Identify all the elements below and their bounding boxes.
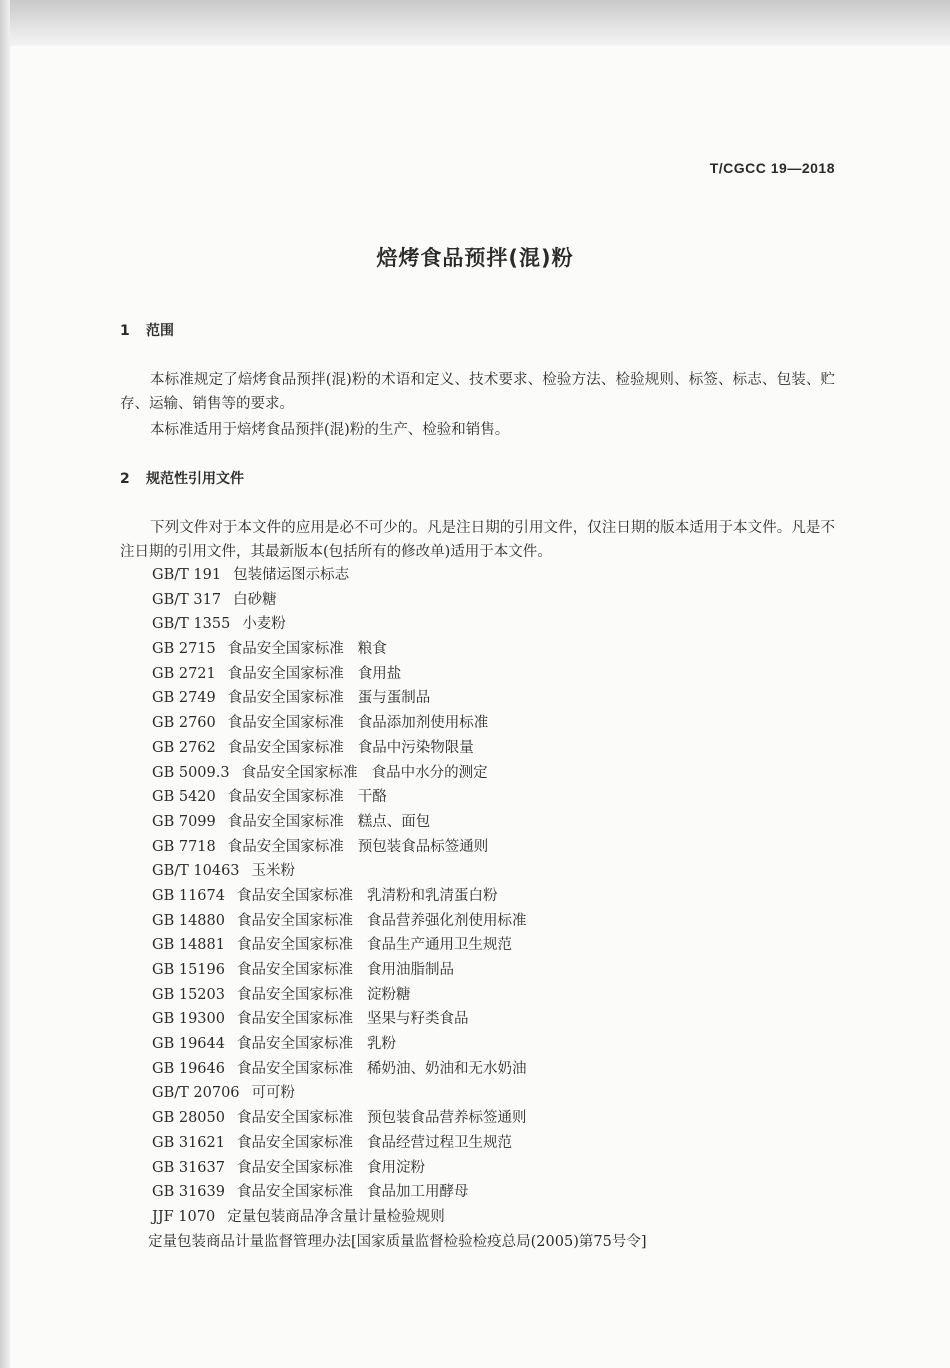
reference-source: 食品安全国家标准 bbox=[236, 1110, 353, 1127]
reference-item bbox=[152, 686, 526, 711]
reference-code: GB/T 20706 bbox=[152, 1085, 240, 1102]
section-title: 规范性引用文件 bbox=[146, 471, 244, 487]
reference-title: 食用油脂制品 bbox=[366, 962, 454, 978]
reference-title: 蛋与蛋制品 bbox=[357, 690, 431, 707]
reference-item bbox=[152, 785, 526, 810]
reference-code: JJF 1070 bbox=[152, 1208, 216, 1225]
reference-item bbox=[152, 761, 526, 786]
reference-code: GB/T 1355 bbox=[152, 616, 231, 633]
reference-code: GB 2762 bbox=[152, 739, 216, 756]
section-heading-scope bbox=[120, 320, 174, 340]
reference-code: GB 2721 bbox=[152, 665, 216, 682]
reference-source: 食品安全国家标准 bbox=[227, 838, 344, 855]
reference-source: 食品安全国家标准 bbox=[227, 813, 344, 830]
reference-item bbox=[152, 1131, 526, 1156]
reference-item bbox=[152, 1057, 526, 1082]
scan-edge-top bbox=[0, 0, 950, 46]
reference-title: 坚果与籽类食品 bbox=[366, 1011, 469, 1028]
reference-title: 淀粉糖 bbox=[366, 986, 411, 1003]
reference-code: GB 31639 bbox=[152, 1184, 225, 1201]
reference-code: GB 31637 bbox=[152, 1159, 225, 1176]
reference-code: GB 15203 bbox=[152, 986, 225, 1003]
reference-code: GB 2715 bbox=[152, 641, 216, 658]
reference-item bbox=[152, 1180, 526, 1205]
reference-title: 食用盐 bbox=[357, 665, 402, 682]
reference-title: 预包装食品标签通则 bbox=[357, 838, 489, 855]
document-title: 焙烤食品预拌(混)粉 bbox=[376, 246, 574, 270]
reference-code: GB 5420 bbox=[152, 789, 216, 806]
document-code: T/CGCC 19—2018 bbox=[709, 160, 835, 176]
reference-code: GB 14881 bbox=[152, 937, 225, 954]
reference-source: 食品安全国家标准 bbox=[236, 887, 353, 904]
reference-title: 小麦粉 bbox=[242, 616, 286, 633]
reference-item bbox=[152, 1106, 526, 1131]
reference-title: 食品经营过程卫生规范 bbox=[366, 1134, 512, 1151]
reference-source: 食品安全国家标准 bbox=[236, 962, 353, 978]
scope-paragraph-2: 本标准适用于焙烤食品预拌(混)粉的生产、检验和销售。 bbox=[150, 422, 510, 438]
reference-code: GB 19300 bbox=[152, 1011, 225, 1028]
reference-title: 食品中污染物限量 bbox=[357, 739, 474, 756]
reference-code: GB 5009.3 bbox=[152, 764, 230, 781]
reference-code: GB 19646 bbox=[152, 1060, 225, 1077]
reference-item bbox=[152, 835, 526, 860]
reference-regulation: 定量包装商品计量监督管理办法[国家质量监督检验检疫总局(2005)第75号令] bbox=[148, 1234, 647, 1250]
reference-source: 食品安全国家标准 bbox=[227, 665, 344, 682]
reference-title: 白砂糖 bbox=[233, 591, 277, 608]
reference-title: 玉米粉 bbox=[251, 863, 296, 880]
reference-title: 可可粉 bbox=[251, 1085, 296, 1102]
scan-edge-left bbox=[0, 0, 10, 1368]
reference-source: 食品安全国家标准 bbox=[236, 1134, 353, 1151]
reference-code: GB 7099 bbox=[152, 813, 216, 830]
reference-title: 食用淀粉 bbox=[366, 1159, 425, 1176]
reference-code: GB 7718 bbox=[152, 838, 216, 855]
reference-source: 食品安全国家标准 bbox=[236, 1060, 353, 1077]
reference-item bbox=[152, 1081, 526, 1106]
section-number: 2 bbox=[120, 471, 130, 487]
reference-title: 稀奶油、奶油和无水奶油 bbox=[366, 1060, 527, 1077]
reference-code: GB 15196 bbox=[152, 962, 225, 978]
reference-title: 包装储运图示标志 bbox=[233, 567, 350, 583]
reference-code: GB 28050 bbox=[152, 1110, 225, 1127]
reference-title: 粮食 bbox=[357, 641, 387, 658]
reference-item bbox=[152, 859, 526, 884]
reference-item bbox=[152, 933, 526, 958]
reference-source: 食品安全国家标准 bbox=[236, 986, 353, 1003]
reference-source: 食品安全国家标准 bbox=[227, 739, 344, 756]
reference-item bbox=[152, 1156, 526, 1181]
reference-code: GB/T 191 bbox=[152, 567, 222, 583]
reference-code: GB/T 317 bbox=[152, 591, 222, 608]
reference-item bbox=[152, 612, 526, 637]
reference-source: 食品安全国家标准 bbox=[227, 690, 344, 707]
reference-code: GB 31621 bbox=[152, 1134, 225, 1151]
reference-title: 食品生产通用卫生规范 bbox=[366, 937, 512, 954]
reference-item bbox=[152, 1205, 526, 1230]
section-title: 范围 bbox=[146, 323, 174, 339]
reference-source: 食品安全国家标准 bbox=[241, 764, 358, 781]
reference-code: GB 19644 bbox=[152, 1036, 225, 1053]
reference-title: 食品加工用酵母 bbox=[366, 1184, 469, 1201]
reference-item bbox=[152, 711, 526, 736]
reference-source: 食品安全国家标准 bbox=[236, 1011, 353, 1028]
reference-source: 食品安全国家标准 bbox=[236, 912, 353, 929]
reference-item bbox=[152, 637, 526, 662]
reference-code: GB 14880 bbox=[152, 912, 225, 929]
reference-source: 食品安全国家标准 bbox=[227, 789, 344, 806]
reference-item bbox=[152, 1007, 526, 1032]
reference-source: 食品安全国家标准 bbox=[236, 1159, 353, 1176]
reference-item bbox=[152, 588, 526, 613]
reference-code: GB 11674 bbox=[152, 887, 225, 904]
reference-source: 食品安全国家标准 bbox=[227, 715, 344, 732]
reference-source: 食品安全国家标准 bbox=[236, 937, 353, 954]
reference-item bbox=[152, 563, 526, 588]
reference-source: 食品安全国家标准 bbox=[227, 641, 344, 658]
reference-item bbox=[152, 983, 526, 1008]
reference-title: 食品添加剂使用标准 bbox=[357, 715, 489, 732]
reference-title: 食品营养强化剂使用标准 bbox=[366, 912, 527, 929]
reference-title: 乳粉 bbox=[366, 1036, 396, 1053]
reference-source: 食品安全国家标准 bbox=[236, 1036, 353, 1053]
reference-code: GB/T 10463 bbox=[152, 863, 240, 880]
section-heading-normative-references bbox=[120, 468, 244, 488]
reference-title: 定量包装商品净含量计量检验规则 bbox=[227, 1208, 445, 1225]
reference-title: 干酪 bbox=[357, 789, 387, 806]
scope-paragraph-1: 本标准规定了焙烤食品预拌(混)粉的术语和定义、技术要求、检验方法、检验规则、标签、标志、包装、贮存、运输、销售等的要求。 bbox=[120, 372, 835, 412]
reference-item bbox=[152, 884, 526, 909]
reference-source: 食品安全国家标准 bbox=[236, 1184, 353, 1201]
reference-code: GB 2760 bbox=[152, 715, 216, 732]
reference-title: 糕点、面包 bbox=[357, 813, 431, 830]
reference-item bbox=[152, 810, 526, 835]
reference-title: 食品中水分的测定 bbox=[371, 764, 488, 781]
reference-code: GB 2749 bbox=[152, 690, 216, 707]
reference-title: 乳清粉和乳清蛋白粉 bbox=[366, 887, 498, 904]
section-number: 1 bbox=[120, 323, 130, 339]
reference-item bbox=[152, 958, 526, 983]
reference-list bbox=[152, 563, 526, 1230]
reference-item bbox=[152, 1032, 526, 1057]
reference-item bbox=[152, 662, 526, 687]
references-intro-paragraph: 下列文件对于本文件的应用是必不可少的。凡是注日期的引用文件，仅注日期的版本适用于本文件。凡是不注日期的引用文件，其最新版本(包括所有的修改单)适用于本文件。 bbox=[120, 520, 835, 560]
reference-title: 预包装食品营养标签通则 bbox=[366, 1110, 527, 1127]
reference-item bbox=[152, 909, 526, 934]
reference-item bbox=[152, 736, 526, 761]
